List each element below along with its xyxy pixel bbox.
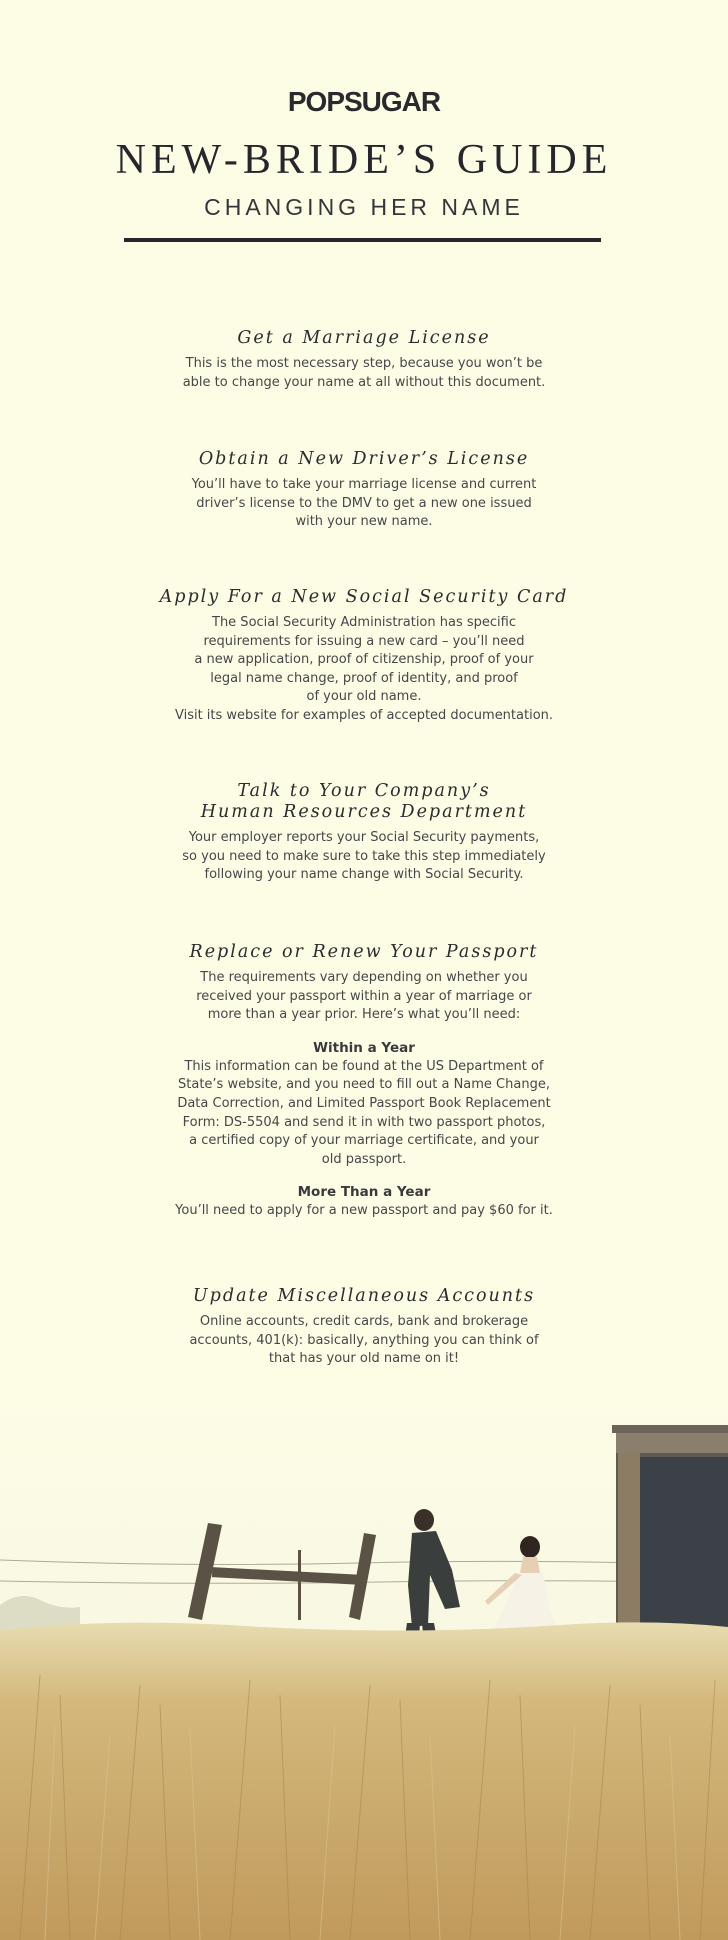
subsection-heading-within-year: Within a Year [313,1039,415,1056]
page-title: NEW-BRIDE’S GUIDE [115,137,613,183]
section-body: Online accounts, credit cards, bank and brokerage accounts, 401(k): basically, anything you can think of that has your old name on it! [189,1314,539,1367]
section-marriage-license [100,328,628,392]
section-social-security [100,587,628,726]
section-body: The requirements vary depending on whether you received your passport within a year of marriage or more than a year prior. Here’s what you’ll need: [196,970,532,1023]
section-heading: Apply For a New Social Security Card [159,587,569,607]
section-passport [100,942,628,1221]
section-heading: Update Miscellaneous Accounts [192,1286,536,1306]
couple-field-photo [0,1395,728,1940]
brand-logo: POPSUGAR [287,86,441,117]
subsection-body: This information can be found at the US Department of State’s website, and you need to fill out a Name Change, Data Correction, and Limited Passport Book Replacement Form: DS-5504 and send it in with two passport photos, a certified copy of your marriage certificate, and your old passport. [177,1058,551,1167]
section-heading: Replace or Renew Your Passport [189,942,539,962]
section-heading: Obtain a New Driver’s License [198,449,530,469]
section-body: The Social Security Administration has specific requirements for issuing a new card – you’ll need a new application, proof of citizenship, proof of your legal name change, proof of identity, and proof of your old name. Visit its website for examples of accepted documentation. [174,615,554,723]
section-misc-accounts [100,1286,628,1369]
section-human-resources [100,781,628,885]
section-heading: Talk to Your Company’s Human Resources Department [200,781,528,822]
section-body: Your employer reports your Social Security payments, so you need to make sure to take this step immediately following your name change with Social Security. [182,830,546,883]
subsection-body: You’ll need to apply for a new passport and pay $60 for it. [175,1203,553,1219]
section-body: You’ll have to take your marriage license and current driver’s license to the DMV to get a new one issued with your new name. [191,477,537,530]
section-drivers-license [100,449,628,532]
subsection-heading-more-than-year: More Than a Year [297,1184,431,1201]
title-divider [124,238,601,242]
section-body: This is the most necessary step, because you won’t be able to change your name at all without this document. [182,356,546,390]
page-subtitle: CHANGING HER NAME [204,194,524,220]
section-heading: Get a Marriage License [237,328,491,348]
